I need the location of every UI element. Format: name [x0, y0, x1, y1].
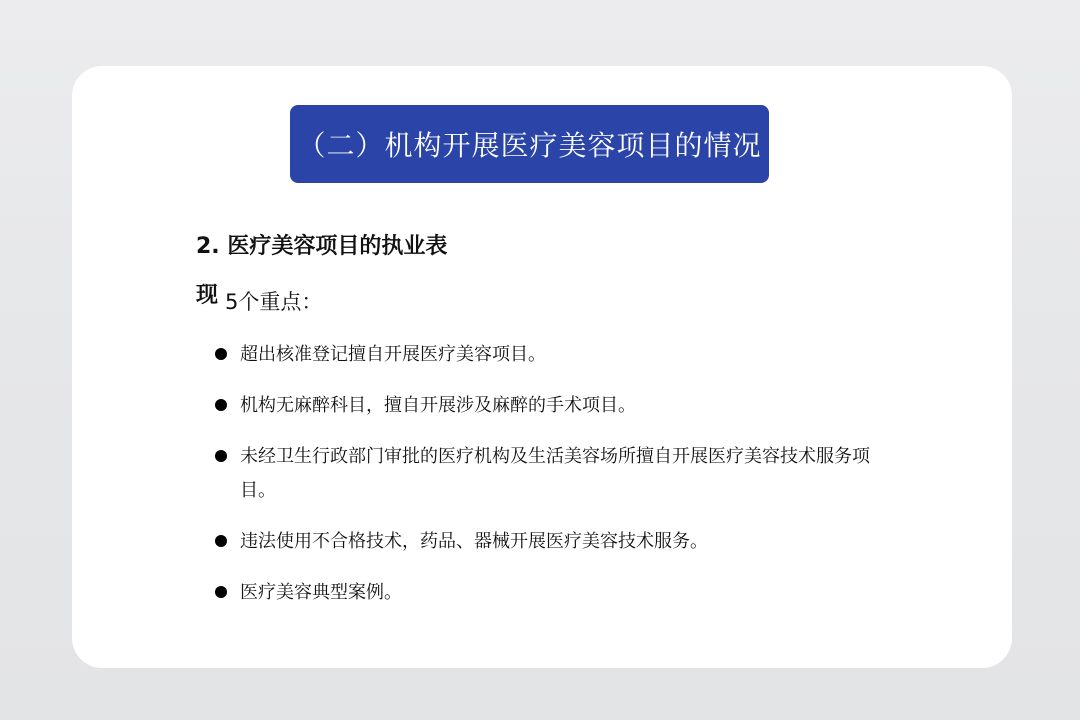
key-points-label: 5个重点： — [225, 290, 323, 314]
bullet-icon — [215, 450, 227, 462]
list-item — [212, 440, 880, 508]
list-item-text: 医疗美容典型案例。 — [240, 582, 402, 603]
list-item — [212, 338, 892, 372]
list-item-text: 机构无麻醉科目，擅自开展涉及麻醉的手术项目。 — [240, 395, 636, 416]
key-points-list — [212, 338, 892, 627]
section-heading-continuation: 现 — [196, 283, 219, 308]
bullet-icon — [215, 535, 227, 547]
bullet-icon — [215, 399, 227, 411]
list-item-text: 超出核准登记擅自开展医疗美容项目。 — [240, 344, 546, 365]
list-item — [212, 525, 892, 559]
section-heading: 2. 医疗美容项目的执业表 — [196, 234, 448, 259]
slide-card — [72, 66, 1012, 668]
title-banner — [290, 105, 769, 183]
list-item-text: 未经卫生行政部门审批的医疗机构及生活美容场所擅自开展医疗美容技术服务项目。 — [240, 446, 870, 501]
list-item — [212, 389, 892, 423]
list-item — [212, 576, 892, 610]
list-item-text: 违法使用不合格技术，药品、器械开展医疗美容技术服务。 — [240, 531, 708, 552]
slide-title: （二）机构开展医疗美容项目的情况 — [297, 129, 762, 162]
bullet-icon — [215, 348, 227, 360]
bullet-icon — [215, 586, 227, 598]
